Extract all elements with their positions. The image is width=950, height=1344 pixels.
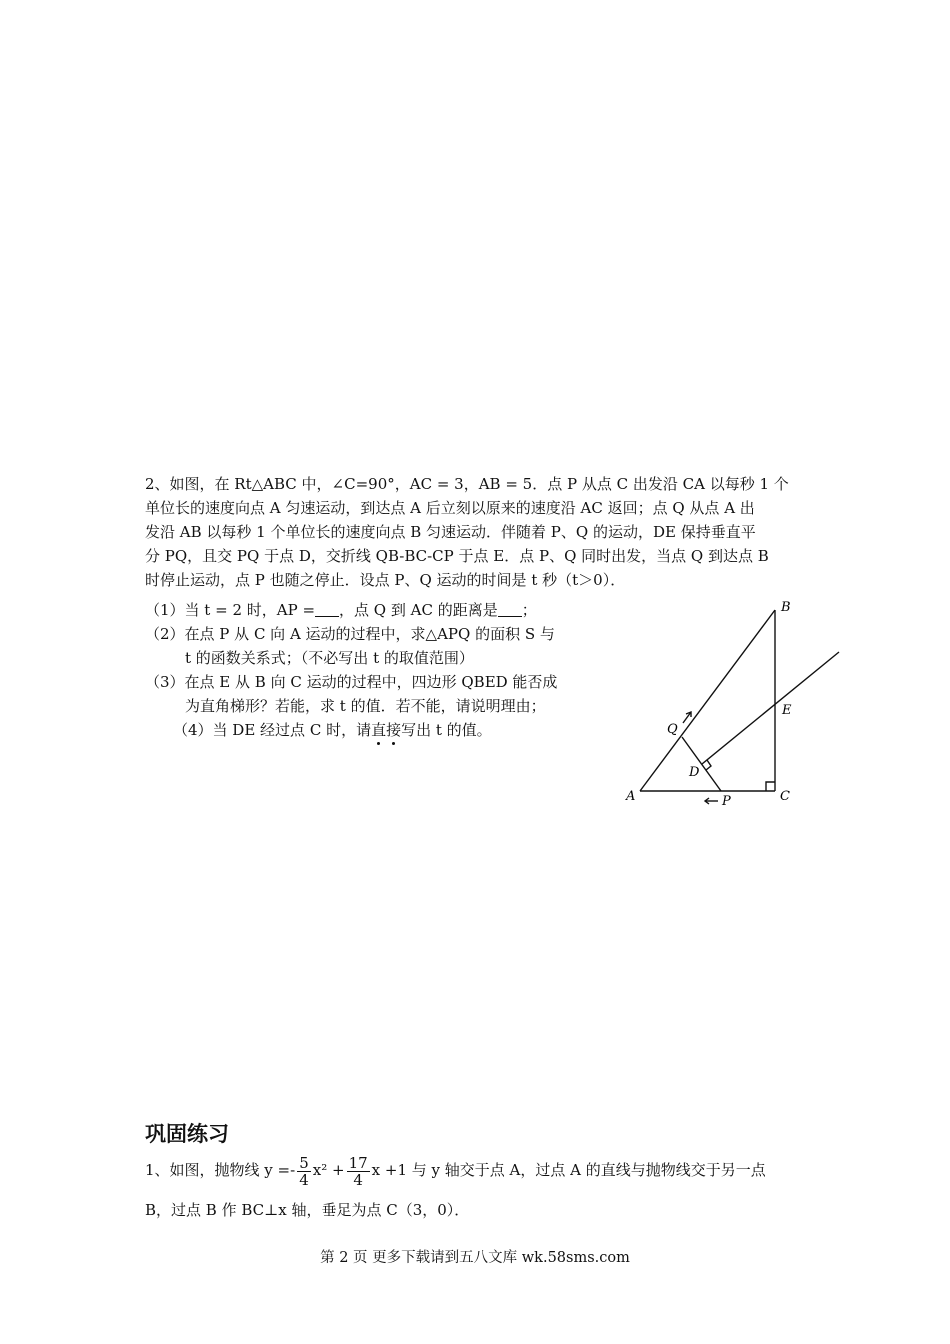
question-2-line-1: （2）在点 P 从 C 向 A 运动的过程中，求△APQ 的面积 S 与 bbox=[145, 625, 555, 643]
question-4: （4）当 DE 经过点 C 时，请直接写出 t 的值。 bbox=[173, 721, 492, 739]
label-c: C bbox=[780, 789, 790, 804]
consolidation-line-2: B，过点 B 作 BC⊥x 轴，垂足为点 C（3，0）． bbox=[145, 1201, 470, 1219]
segment-pq bbox=[682, 737, 721, 791]
label-a: A bbox=[626, 789, 636, 804]
question-3-line-1: （3）在点 E 从 B 向 C 运动的过程中，四边形 QBED 能否成 bbox=[145, 673, 558, 691]
right-angle-mark-d bbox=[706, 760, 711, 770]
question-1: （1）当 t = 2 时，AP = ，点 Q 到 AC 的距离是 ； bbox=[145, 601, 537, 619]
page-footer: 第 2 页 更多下载请到五八文库 wk.58sms.com bbox=[320, 1250, 630, 1266]
answer-blank bbox=[498, 602, 522, 617]
segment-ab bbox=[640, 610, 775, 791]
label-p: P bbox=[722, 794, 731, 809]
consolidation-line-1: 1、如图，抛物线 y =- $\frac{5}{4}$ x² + $\frac{17}{4}$ x +1 与 y 轴交于点 A，过点 A 的直线与抛物线交于另一点 bbox=[145, 1153, 766, 1189]
label-q: Q bbox=[667, 722, 678, 737]
line-de bbox=[702, 652, 839, 764]
label-e: E bbox=[782, 703, 792, 718]
section-heading: 巩固练习 bbox=[145, 1122, 229, 1146]
answer-blank bbox=[315, 602, 339, 617]
question-2-line-2: t 的函数关系式；（不必写出 t 的取值范围） bbox=[185, 649, 474, 667]
problem-2-line: 时停止运动，点 P 也随之停止．设点 P、Q 运动的时间是 t 秒（t＞0）． bbox=[145, 571, 626, 589]
emphasis-char: 直 bbox=[371, 721, 387, 739]
problem-2-text bbox=[145, 472, 789, 592]
fraction-5-4: $\frac{5}{4}$ bbox=[299, 1153, 309, 1189]
right-angle-mark-c bbox=[766, 782, 775, 791]
problem-2-line: 分 PQ，且交 PQ 于点 D，交折线 QB-BC-CP 于点 E．点 P、Q 同时出发，当点 Q 到达点 B bbox=[145, 547, 769, 565]
triangle-figure bbox=[615, 595, 855, 825]
problem-2-line: 发沿 AB 以每秒 1 个单位长的速度向点 B 匀速运动．伴随着 P、Q 的运动，DE 保持垂直平 bbox=[145, 523, 756, 541]
label-b: B bbox=[781, 600, 791, 615]
question-3-line-2: 为直角梯形？若能，求 t 的值．若不能，请说明理由； bbox=[185, 697, 546, 715]
problem-2-line: 2、如图，在 Rt△ABC 中，∠C=90°，AC = 3，AB = 5．点 P 从点 C 出发沿 CA 以每秒 1 个 bbox=[145, 475, 789, 493]
sub-questions bbox=[145, 598, 557, 742]
emphasis-char: 接 bbox=[386, 721, 402, 739]
consolidation-problem-1 bbox=[145, 1150, 766, 1230]
fraction-17-4: $\frac{17}{4}$ bbox=[348, 1153, 368, 1189]
problem-2-line: 单位长的速度向点 A 匀速运动，到达点 A 后立刻以原来的速度沿 AC 返回；点 Q 从点 A 出 bbox=[145, 499, 755, 517]
label-d: D bbox=[689, 765, 700, 780]
